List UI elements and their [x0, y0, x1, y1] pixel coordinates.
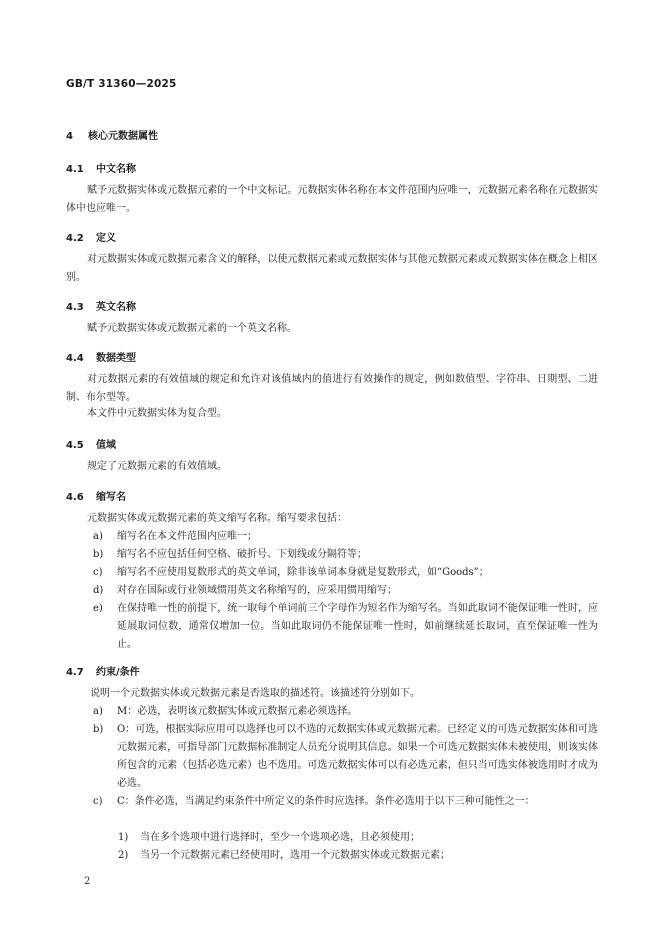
list-item-text: 对存在国际或行业领域惯用英文名称缩写的，应采用惯用缩写； — [117, 585, 397, 596]
list-item — [93, 793, 598, 811]
section-number: 4.3 — [66, 302, 84, 313]
paragraph: 对元数据实体或元数据元素含义的解释，以使元数据元素或元数据实体与其他元数据元素或元数据实体在概念上相区别。 — [66, 254, 598, 283]
list-marker: a) — [93, 531, 103, 542]
sub-list-item — [118, 829, 598, 847]
section-title: 数据类型 — [96, 353, 136, 364]
section-heading-4-2 — [66, 229, 116, 244]
section-number: 4 — [66, 131, 73, 142]
list-item-text: 缩写名在本文件范围内应唯一； — [117, 531, 257, 542]
list-item — [93, 582, 598, 600]
paragraph: 本文件中元数据实体为复合型。 — [87, 408, 227, 419]
list-marker: c) — [93, 567, 103, 578]
paragraph: 规定了元数据元素的有效值域。 — [87, 461, 227, 472]
section-heading-4-5 — [66, 436, 116, 451]
section-heading-4-3 — [66, 298, 136, 313]
section-title: 定义 — [96, 233, 116, 244]
list-item — [93, 703, 598, 721]
section-heading-4 — [66, 127, 158, 142]
section-title: 核心元数据属性 — [88, 131, 158, 142]
list-item-text: 当在多个选项中进行选择时，至少一个选项必选，且必须使用； — [140, 832, 420, 843]
list-item-text: 缩写名不应包括任何空格、破折号、下划线或分隔符等； — [117, 549, 367, 560]
list-marker: b) — [93, 549, 104, 560]
section-number: 4.2 — [66, 233, 84, 244]
list-marker: c) — [93, 796, 103, 807]
section-heading-4-7 — [66, 663, 140, 678]
paragraph: 元数据实体或元数据元素的英文缩写名称。缩写要求包括： — [87, 513, 347, 524]
list-marker: 1) — [118, 832, 129, 843]
list-marker: 2) — [118, 850, 129, 861]
paragraph: 对元数据元素的有效值域的规定和允许对该值域内的值进行有效操作的规定，例如数值型、字符串、日期型、二进制、布尔型等。 — [66, 374, 598, 403]
section-title: 英文名称 — [96, 302, 136, 313]
page-number: 2 — [84, 876, 91, 887]
sub-list-item — [118, 847, 598, 865]
list-marker: d) — [93, 585, 104, 596]
section-number: 4.5 — [66, 440, 84, 451]
section-heading-4-4 — [66, 349, 136, 364]
section-title: 约束/条件 — [96, 667, 140, 678]
section-heading-4-1 — [66, 160, 136, 175]
list-item-text: 缩写名不应使用复数形式的英文单词，除非该单词本身就是复数形式，如“Goods”； — [117, 567, 489, 578]
paragraph: 说明一个元数据实体或元数据元素是否选取的描述符。该描述符分别如下。 — [90, 688, 420, 699]
list-item — [93, 546, 598, 564]
section-number: 4.6 — [66, 492, 84, 503]
list-item-text: M：必选，表明该元数据实体或元数据元素必须选择。 — [117, 706, 358, 717]
list-item — [93, 600, 598, 654]
list-item-text: C：条件必选，当满足约束条件中所定义的条件时应选择。条件必选用于以下三种可能性之一： — [117, 796, 535, 807]
paragraph: 赋予元数据实体或元数据元素的一个英文名称。 — [87, 323, 297, 334]
paragraph: 赋予元数据实体或元数据元素的一个中文标记。元数据实体名称在本文件范围内应唯一，元数据元素名称在元数据实体中也应唯一。 — [66, 185, 598, 214]
section-heading-4-6 — [66, 488, 126, 503]
list-item-text: 当另一个元数据元素已经使用时，选用一个元数据实体或元数据元素； — [140, 850, 450, 861]
section-number: 4.7 — [66, 667, 84, 678]
list-item-text: O：可选，根据实际应用可以选择也可以不选的元数据实体或元数据元素。已经定义的可选元数据实体和可选元数据元素，可指导部门元数据标准制定人员充分说明其信息。如果一个可选元数据实体未被使用，则该实体所包含的元素（包括必选元素）也不选用。可选元数据实体可以有必选元素，但只当可选实体被选用时才成为必选。 — [117, 724, 598, 789]
list-marker: a) — [93, 706, 103, 717]
section-title: 缩写名 — [96, 492, 126, 503]
section-number: 4.4 — [66, 353, 84, 364]
section-number: 4.1 — [66, 164, 84, 175]
list-item — [93, 564, 598, 582]
list-item — [93, 721, 598, 793]
standard-number: GB/T 31360—2025 — [66, 78, 177, 90]
list-marker: e) — [93, 603, 103, 614]
list-marker: b) — [93, 724, 104, 735]
list-item — [93, 528, 598, 546]
section-title: 中文名称 — [96, 164, 136, 175]
section-title: 值域 — [96, 440, 116, 451]
list-item-text: 在保持唯一性的前提下，统一取每个单词前三个字母作为短名作为缩写名。当如此取词不能保证唯一性时，应延展取词位数，通常仅增加一位。当如此取词仍不能保证唯一性时，如前继续延长取词，直至保证唯一性为止。 — [117, 603, 598, 650]
